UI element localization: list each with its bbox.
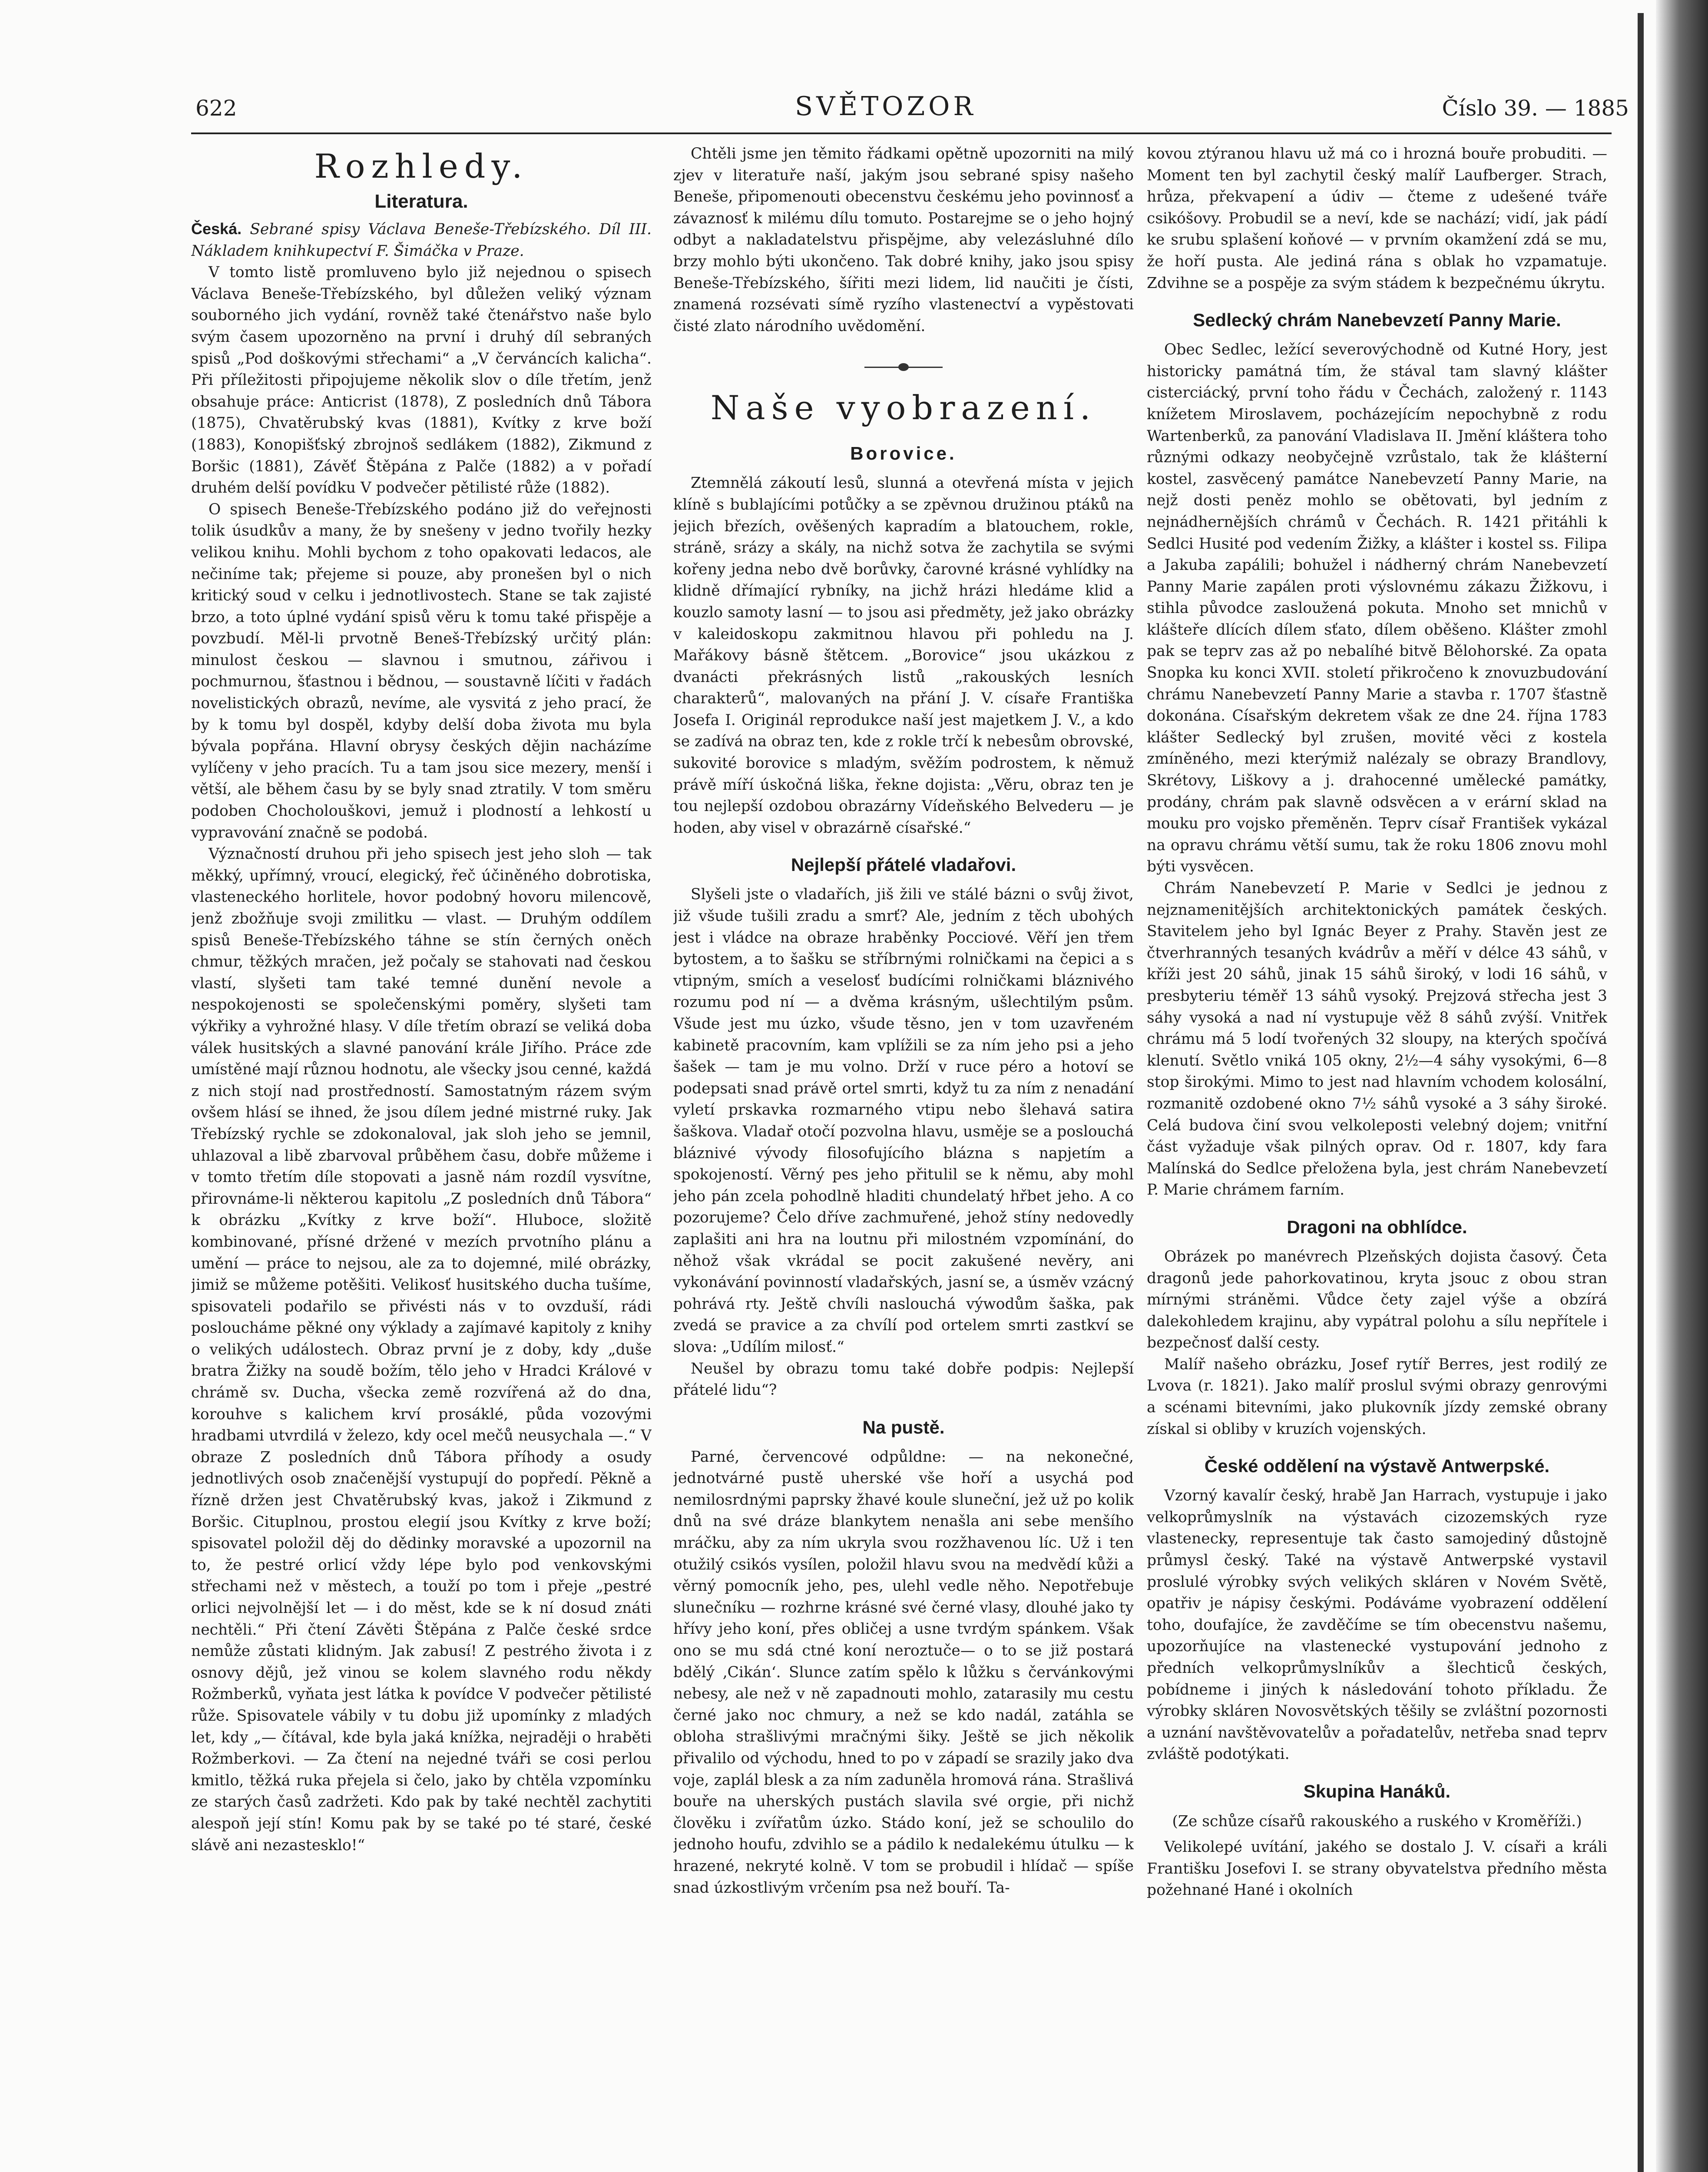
book-spine-shadow — [1656, 0, 1708, 2172]
pratele-closing: Neušel by obrazu tomu také dobře podpis: Nejlepší přátelé lidu“? — [673, 1360, 1134, 1399]
heading-dragoni: Dragoni na obhlídce. — [1287, 1216, 1467, 1237]
hanaku-byline: (Ze schůze císařů rakouského a ruského v Kroměříži.) — [1172, 1812, 1582, 1830]
antwerp-text: Vzorný kavalír český, hrabě Jan Harrach, vystupuje i jako velkoprůmyslník na výstavách cizozemských ryze vlastenecky, representuje tak často samojediný důstojně průmysl český. Také na výstavě Antwerpské vystavil proslulé výrobky svých velikých skláren v Novém Světě, opatřiv je nápisy českými. Podáváme vyobrazení oddělení toho, doufajíce, že zavděčíme se tím obecenstvu našemu, upozorňujíce na vlastenecké vystupování jednoho z předních velkoprůmyslníkův a šlechticů českých, pobídneme i jiných k následování tohoto příkladu. Že výrobky skláren Novosvětských těšily se zvláštní pozornosti a uznání navštěvovatelův a pořadatelův, netřeba snad teprv zvláště podotýkati. — [1147, 1487, 1607, 1763]
hanaku-text: Velikolepé uvítání, jakého se dostalo J. V. císaři a králi Františku Josefovi I. se strany obyvatelstva předního města požehnané Hané i okolních — [1147, 1838, 1607, 1899]
heading-sedlecky-chram: Sedlecký chrám Nanebevzetí Panny Marie. — [1193, 310, 1561, 331]
section-ornament — [864, 363, 943, 371]
dragoni-paragraph-2: Malíř našeho obrázku, Josef rytíř Berres, jest rodilý ze Lvova (r. 1821). Jako malíř proslul svými obrazy genrovými a scénami bitevními, jako plukovník jízdy zemské obrany získal si obliby v kruzích vojenských. — [1147, 1355, 1607, 1438]
pratele-text: Slyšeli jste o vladařích, jiš žili ve stálé bázni o svůj život, již všude tušili zradu a smrť? Ale, jedním z těch ubohých jest i vládce na obraze hraběnky Pocciové. Věří jen třem bytostem, a to šašku se stříbrnými rolničkami na čepici a s vtipným, smích a veselosť budícími rolničkami bláznivého rozumu pod ní — a dvěma krásným, ušlechtilým psům. Všude jest mu úzko, všude těsno, jen v tom uzavřeném kabinetě pracovním, kam vplížili se za ním jeho psi a jeho šašek — tam je mu volno. Drží v ruce péro a hotoví se podepsati snad právě ortel smrti, když tu za ním z nenadání vyletí prskavka rozmarného vtipu nebo šlehavá satira šaškova. Vladař otočí pozvolna hlavu, usměje se a poslouchá bláznivé vývody filosofujícího blázna s napjetím a spokojeností. Věrný pes jeho přitulil se k němu, aby mohl jeho pán zcela pohodlně hladiti chundelatý hřbet jeho. A co pozorujeme? Čelo dříve zachmuřené, jehož stíny nedovedly zaplašiti ani hra na loutnu při milostném vzpomínání, do něhož však vkrádal se pocit zakušené nevěry, ani vykonávání povinností vladařských, jasní se, a úsměv vzácný pohrává rty. Ještě chvíli naslouchá výwodům šaška, pak zvedá se pravice a za chvílí pod ortelem smrti zastkví se slova: „Udílím milosť.“ — [673, 886, 1134, 1356]
section-title-vyobrazeni: Naše vyobrazení. — [710, 388, 1097, 427]
review-title: Sebrané spisy Václava Beneše-Třebízského. Díl III. Nákladem knihkupectví F. Šimáčka v Praze. — [191, 221, 652, 260]
review-closing-paragraph: Chtěli jsme jen těmito řádkami opětně upozorniti na milý zjev v literatuře naší, jakým jsou sebrané spisy našeho Beneše, připomenouti obecenstvu českému jeho povinnosť a závaznosť k milému dílu tomuto. Postarejme se o jeho hojný odbyt a nakladatelstvu přispějme, aby velezásluhné dílo brzy mohlo býti ukončeno. Tak dobré knihy, jako jsou spisy Beneše-Třebízského, šířiti mezi lidem, lid naučiti je čísti, znamená rozsévati símě ryzího vlastenectví a vypěstovati čisté zlato národního uvědomění. — [673, 145, 1134, 335]
review-paragraph-2: O spisech Beneše-Třebízského podáno již do veřejnosti tolik úsudkův a many, že by snešeny v jedno tvořily hezky velikou knihu. Mohli bychom z toho opakovati ledacos, ale nečiníme tak; přejeme si pouze, aby pronešen byl o nich kritický soud v celku i jednotlivostech. Stane se tak zajisté brzo, a toto úplné vydání spisů věru k tomu také přispěje a povzbudí. Měl-li prvotně Beneš-Třebízský určitý plán: minulost českou — slavnou i smutnou, zářivou i pochmurnou, šťastnou i bědnou, — soustavně líčiti v řadách novelistických obrazů, nevíme, ale vysvitá z jeho prací, že by k tomu byl dospěl, kdyby delší doba života mu byla bývala popřána. Hlavní obrysy českých dějin nacházíme vylíčeny v jeho pracích. Tu a tam jsou sice mezery, menší i větší, ale během času by se byly snad ztratily. V tom směru podoben Chocholouškovi, jemuž i plodností a lehkostí u vypravování značně se podobá. — [191, 500, 652, 841]
heading-antwerp: České oddělení na výstavě Antwerpské. — [1204, 1456, 1550, 1477]
puste-text: Parné, červencové odpůldne: — na nekonečné, jednotvárné pustě uherské vše hoří a usychá pod nemilosrdnými paprsky žhavé koule sluneční, jež už po kolik dnů na své dráze blankytem nenašla ani sebe menšího mráčku, aby za ním ukryla svou rozžhavenou líc. Už i ten otužilý csikós vysílen, položil hlavu svou na medvědí kůži a věrný pomocník jeho, pes, ulehl vedle něho. Nepotřebuje slunečníku — rozhrne krásné své černé vlasy, dlouhé jako ty hřívy jeho koní, přes obličej a usne tvrdým spánkem. Však ono se mu sdá ctné koní neroztuče— o to se již postará bdělý ‚Cikán‘. Slunce zatím spělo k lůžku s červánkovými nebesy, ale než v ně zapadnouti mohlo, zatarasily mu cestu černé jako noc chmury, a než se kdo nadál, zatáhla se obloha strašlivými mračnými šiky. Ještě se jich několik přivalilo od východu, hned to po v západí se srazily jako dva voje, zaplál blesk a za ním zaduněla hromová rána. Strašlivá bouře na uherských pustách slavila své orgie, při nichž člověku i zvířatům úzko. Stádo koní, jež se schoulilo do jednoho houfu, zdvihlo se a pádilo k nedalekému útulku — k hrazené, nekryté kolně. V tom se probudil i hlídač — spíše snad úzkostlivým vrčením psa než bouří. Ta- — [673, 1448, 1134, 1897]
heading-na-puste: Na pustě. — [862, 1417, 945, 1437]
column-1 — [191, 143, 652, 2163]
subsection-title-literatura: Literatura. — [374, 191, 468, 212]
page-header — [195, 91, 1629, 130]
puste-continuation: kovou ztýranou hlavu už má co i hrozná bouře probuditi. — Moment ten byl zachytil český malíř Laufberger. Strach, hrůza, překvapení a údiv — čteme z udešené tváře csikóšovy. Probudil se a neví, kde se nachází; vidí, jak pádí ke srubu splašení koňové — v prvním okamžení zdá se mu, že hoří pusta. Ale jediná rána s oblak ho vzpamatuje. Zdvihne se a pospěje za svým stádem k bezpečnému úkrytu. — [1147, 145, 1607, 292]
dragoni-paragraph-1: Obrázek po manévrech Plzeňských dojista časový. Četa dragonů jede pahorkovatinou, kryta jsouc z obou stran mírnými stráněmi. Vůdce čety zajel výše a obzírá dalekohledem krajinu, aby vypátral polohu a sílu nepřítele i bezpečnosť další cesty. — [1147, 1248, 1607, 1352]
borovice-text: Ztemnělá zákoutí lesů, slunná a otevřená místa v jejich klíně s bublajícími potůčky a se zpěvnou družinou ptáků na jejich březích, ověšených kapradím a blatouchem, rokle, stráně, srázy a skály, na nichž sotva že zachytila se svými kořeny jedna nebo dvě borůvky, čarovné krásné vyhlídky na klidně dřímající rybníky, na jichž hrázi hledáme klid a kouzlo samoty lasní — to jsou asi předměty, jež jako obrázky v kaleidoskopu zakmitnou hlavou při pohledu na J. Mařákovy básně štětcem. „Borovice“ jsou ukázkou z dvanácti překrásných listů „rakouských lesních charakterů“, malovaných na přání J. V. císaře Františka Josefa I. Originál reprodukce naší jest majetkem J. V., a kdo se zadívá na obraz ten, kde z rokle trčí k nebesům obrovské, sukovité borovice s mladým, svěžím podrostem, k němuž právě míří úskočná liška, řekne dojista: „Věru, obraz ten je tou nejlepší ozdobou obrazárny Vídeňského Belvederu — je hoden, aby visel v obrazárně císařské.“ — [673, 474, 1134, 837]
ornament-dot — [898, 363, 909, 371]
heading-borovice: Borovice. — [850, 443, 957, 464]
chram-paragraph-1: Obec Sedlec, ležící severovýchodně od Kutné Hory, jest historicky památná tím, že stával tam slavný klášter cisterciácký, první toho řádu v Čechách, založený r. 1143 knížetem Miroslavem, pocházejícím nepochybně z rodu Wartenberků, za panování Vladislava II. Jmění kláštera toho různými odkazy neobyčejně vzrůstalo, tak že klášterní kostel, zasvěcený památce Nanebevzetí Panny Marie, na nejž dosti peněz mohlo se obětovati, byl jedním z nejnádhernějších chrámů v Čechách. R. 1421 přitáhli k Sedlci Husité pod vedením Žižky, a klášter i kostel ss. Filipa a Jakuba zapálili; bohužel i nádherný chrám Nanebevzetí Panny Marie zapálen proti výslovnému zákazu Žižkovu, i stihla původce zasloužená pokuta. Mnoho set mnichů v klášteře dlících dílem sťato, dílem oběšeno. Klášter zmohl pak se teprv zas až po nebalíhé bitvě Bělohorské. Za opata Snopka ku konci XVII. století přikročeno k znovuzbudování chrámu Nanebevzetí Panny Marie a stavba r. 1707 šťastně dokonána. Císařským dekretem však ze dne 24. října 1783 klášter Sedlecký byl zrušen, movité věci z kostela zmíněného, mezi kterýmiž nalézaly se obrazy Brandlovy, Skrétovy, Liškovy a j. drahocenné umělecké památky, prodány, chrám pak slavně odsvěcen a v erární sklad na mouku pro vojsko přeměněn. Teprv císař František vykázal na opravu chrámu větší sumu, tak že roku 1806 znovu mohl býti vysvěcen. — [1147, 341, 1607, 876]
masthead: SVĚTOZOR — [795, 91, 976, 122]
review-paragraph-3: Význačností druhou při jeho spisech jest jeho sloh — tak měkký, upřímný, vroucí, elegický, řeč účiněného dobrotiska, vlasteneckého horlitele, hovor podobný hovoru milencově, jenž zbožňuje svoji zmilitku — vlast. — Druhým oddílem spisů Beneše-Třebízského táhne se stín černých oněch chmur, těžkých mračen, jež počaly se stahovati nad českou vlastí, slyšeti tam také temné dunění nevole a nespokojenosti se společenskými poměry, slyšeti tam výkřiky a vyhrožné hlasy. V díle třetím obrazí se veliká doba válek husitských a slavné panování krále Jiřího. Práce zde umístěné mají různou hodnotu, ale všecky jsou cenné, každá z nich stojí nad prostředností. Samostatným rázem svým ovšem hlásí se ihned, že jsou dílem jedné mistrné ruky. Jak Třebízský rychle se zdokonaloval, jak sloh jeho se jemnil, uhlazoval a libě zbarvoval průběhem času, dobře můžeme i v tomto třetím díle stopovati a jasně nám rozdíl vysvítne, přirovnáme-li některou kapitolu „Z posledních dnů Tábora“ k obrázku „Kvítky z krve boží“. Hluboce, složitě kombinované, přísné držené v mezích prvotního plánu a umění — práce to nejsou, ale za to dojemné, milé obrázky, jimiž se můžeme potěšiti. Velikosť husitského ducha tušíme, spisovateli podařilo se přivésti nás v to ovzduší, rádi posloucháme pěkné ony výklady a zajímavé kapitoly z knihy o velikých událostech. Obraz první je z doby, kdy „duše bratra Žižky na soudě božím, tělo jeho v Hradci Králové v chrámě sv. Ducha, všecka země rozvířená až do dna, korouhve s kalichem krví prosáklé, půda vozovými hradbami utvrdilá v železo, kdy ocel mečů neusychala —.“ V obraze Z posledních dnů Tábora příhody a osudy jednotlivých osob značenější vystupují do popředí. Pěkně a řízně držen jest Chvatěrubský kvas, jakož i Zikmund z Boršic. Cituplnou, prostou elegií jsou Kvítky z krve boží; spisovatel položil děj do dědinky moravské a upozornil na to, že pestré orlicí vždy lépe bylo pod venkovskými střechami než v městech, a touží po tom i přeje „pestré orlici nejvolnější let — i do měst, kde se k ní dosud znáti nechtěli.“ Při čtení Závěti Štěpána z Palče české srdce nemůže zůstati klidným. Jak zabusí! Z pestrého života i z osnovy dějů, jež vinou se kolem slavného rodu někdy Rožmberků, vyňata jest látka k povídce V podvečer pětilisté růže. Spisovatele vábily v tu dobu již upomínky z mladých let, kdy „— čítával, kde byla jaká knížka, nejraději o hraběti Rožmberkovi. — Za čtení na nejedné tváři se cosi perlou kmitlo, těžká ruka přejela si čelo, jako by chtěla vzpomínku ze starých časů zadržeti. Kdo pak by také nechtěl zachytiti alespoň její stín! Komu pak by se také po té staré, české slávě ani nezastesklo!“ — [191, 845, 652, 1854]
column-3 — [1147, 143, 1607, 2163]
header-rule — [191, 132, 1612, 134]
review-paragraph-1: V tomto listě promluveno bylo již nejednou o spisech Václava Beneše-Třebízského, byl důležen veliký význam souborného jich vydání, rovněž také čtenářstvo naše bylo svým časem upozorněno na první i druhý díl sebraných spisů „Pod doškovými střechami“ a „V červáncích kalicha“. Při příležitosti připojujeme několik slov o díle třetím, jenž obsahuje práce: Anticrist (1878), Z posledních dnů Tábora (1875), Chvatěrubský kvas (1881), Kvítky z krve boží (1883), Konopišťský zbrojnoš sedlákem (1882), Zikmund z Boršic (1881), Závěť Štěpána z Palče (1882) a v pořadí druhém delší povídku V podvečer pětilisté růže (1882). — [191, 264, 652, 497]
heading-pratele: Nejlepší přátelé vladařovi. — [791, 854, 1016, 875]
page-number: 622 — [195, 96, 237, 121]
section-title-rozhledy: Rozhledy. — [314, 147, 529, 185]
page-edge — [1638, 13, 1644, 2172]
column-2 — [673, 143, 1134, 2163]
heading-hanaku: Skupina Hanáků. — [1303, 1781, 1451, 1801]
review-lead: Česká. — [191, 220, 242, 238]
issue-number: Číslo 39. — 1885 — [1442, 96, 1629, 121]
chram-paragraph-2: Chrám Nanebevzetí P. Marie v Sedlci je jednou z nejznamenitějších architektonických památek českých. Stavitelem jeho byl Ignác Beyer z Prahy. Stavěn jest ze čtverhranných tesaných kvádrův a měří v délce 43 sáhů, v kříži jest 20 sáhů, jinak 15 sáhů široký, v lodi 16 sáhů, v presbyteriu téměř 13 sáhů vysoký. Prejzová střecha jest 3 sáhy vysoká a nad ní vystupuje věž 8 sáhů zvýší. Vnitřek chrámu má 5 lodí tvořených 32 sloupy, na kterých spočívá klenutí. Světlo vniká 105 okny, 2½—4 sáhy vysokými, 6—8 stop širokými. Mimo to jest nad hlavním vchodem kolosální, rozmanitě ozdobené okno 7½ sáhů vysoké a 3 sáhy široké. Celá budova činí svou velkoleposti velebný dojem; vnitřní část vyžaduje však pilných oprav. Od r. 1807, kdy fara Malínská do Sedlce přeložena byla, jest chrám Nanebevzetí P. Marie chrámem farním. — [1147, 880, 1607, 1199]
review-heading — [191, 218, 652, 262]
